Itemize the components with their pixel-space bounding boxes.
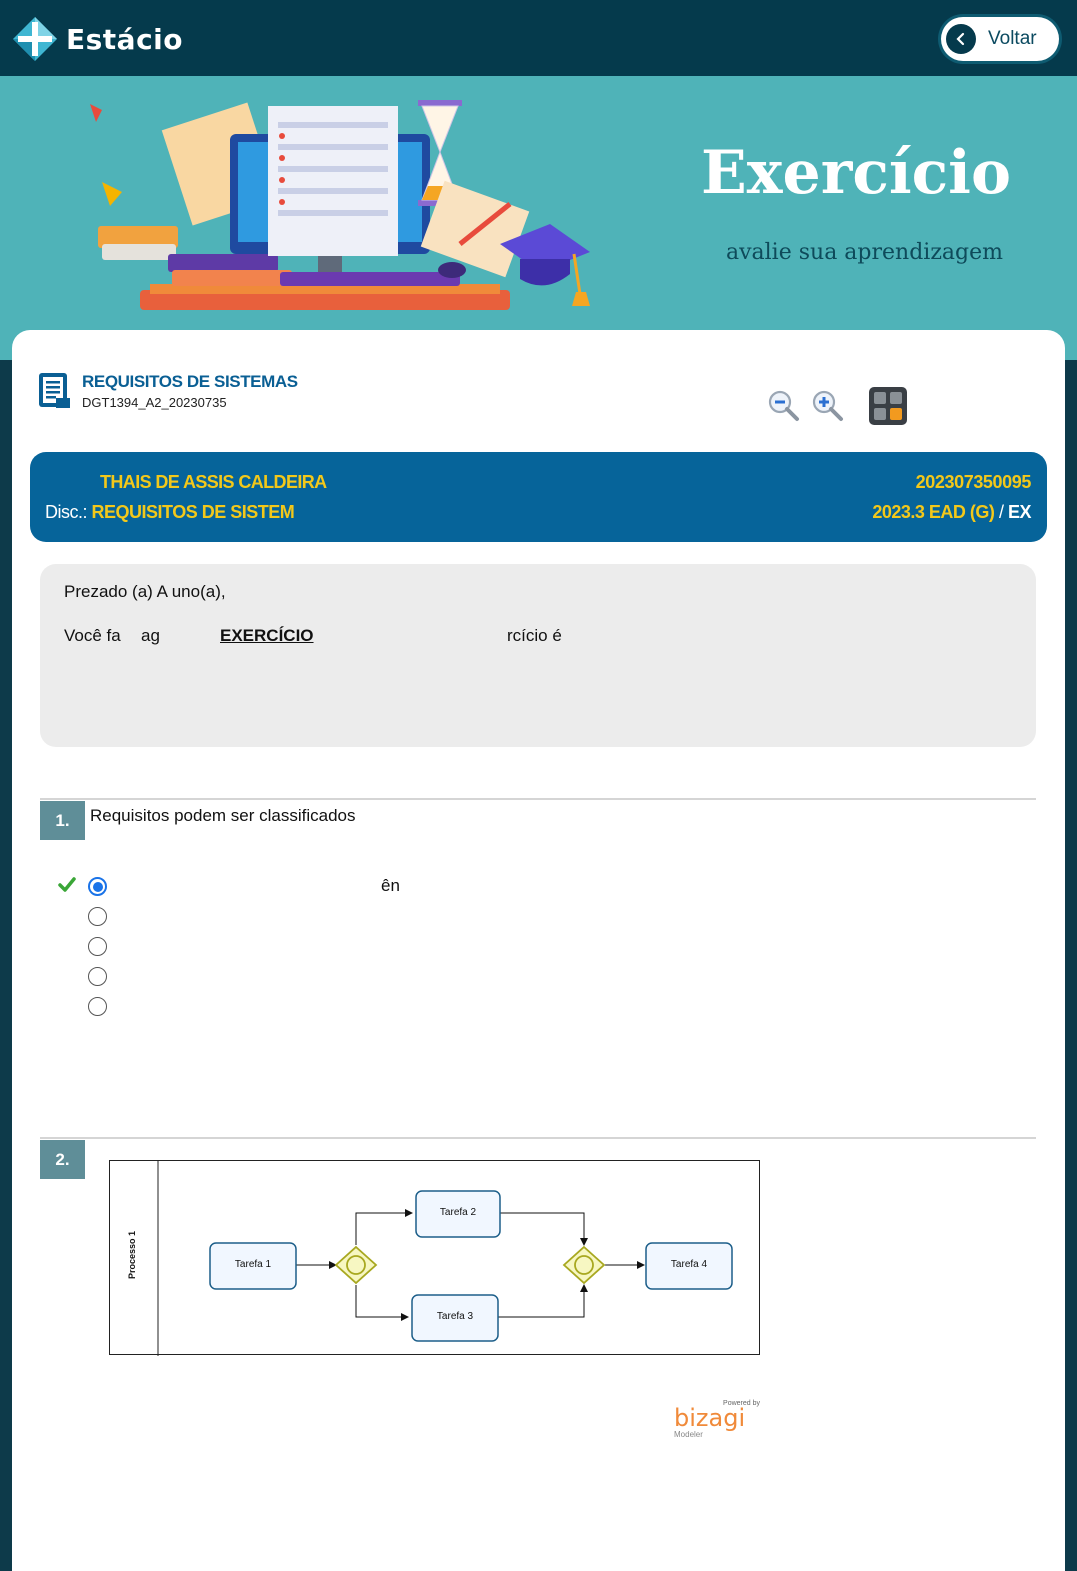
document-icon <box>38 372 72 410</box>
radio-unselected[interactable] <box>88 937 107 956</box>
bizagi-product: Modeler <box>674 1430 703 1439</box>
hero-banner <box>0 76 1077 360</box>
gateway-diamond <box>564 1247 604 1283</box>
radio-selected[interactable] <box>88 877 107 896</box>
question-divider <box>40 1137 1036 1139</box>
back-button-label: Voltar <box>988 28 1037 49</box>
answer-option-a[interactable] <box>88 877 108 897</box>
answer-option-b[interactable] <box>88 907 108 927</box>
answer-option-e[interactable] <box>88 997 108 1017</box>
exercise-type: EX <box>1007 502 1031 522</box>
term-separator: / <box>998 502 1004 522</box>
bpmn-diagram <box>109 1160 760 1355</box>
notice-text-part2: ag <box>141 626 160 645</box>
radio-unselected[interactable] <box>88 967 107 986</box>
banner-title: Exercício <box>701 138 1011 208</box>
question-number: 2. <box>40 1140 85 1179</box>
estacio-logo-icon <box>12 16 58 62</box>
question-divider <box>40 798 1036 800</box>
calculator-icon[interactable] <box>868 386 908 426</box>
study-illustration <box>80 94 620 334</box>
notice-greeting: Prezado (a) A uno(a), <box>64 582 226 601</box>
estacio-logo[interactable] <box>12 16 183 62</box>
answer-option-d[interactable] <box>88 967 108 987</box>
course-header <box>38 372 298 410</box>
exercise-card <box>12 330 1065 1571</box>
discipline-line <box>45 502 294 523</box>
discipline-name: REQUISITOS DE SISTEM <box>91 502 295 522</box>
correct-check-icon <box>58 877 76 893</box>
bizagi-wordmark: bizagi <box>674 1404 746 1432</box>
radio-unselected[interactable] <box>88 907 107 926</box>
question-text: Requisitos podem ser classificados <box>90 806 356 825</box>
top-bar <box>0 0 1077 76</box>
answer-option-c[interactable] <box>88 937 108 957</box>
banner-subtitle: avalie sua aprendizagem <box>725 240 1003 265</box>
notice-box <box>40 564 1036 747</box>
task-label: Tarefa 3 <box>436 1311 474 1322</box>
brand-name: Estácio <box>66 22 184 56</box>
zoom-out-icon[interactable] <box>766 388 800 422</box>
bizagi-logo <box>674 1400 760 1440</box>
student-name: THAIS DE ASSIS CALDEIRA <box>100 472 327 492</box>
task-label: Tarefa 4 <box>670 1259 708 1270</box>
notice-text-part3: rcício é <box>507 626 562 645</box>
task-label: Tarefa 1 <box>234 1259 272 1270</box>
course-title: REQUISITOS DE SISTEMAS <box>82 372 298 391</box>
task-label: Tarefa 2 <box>439 1207 477 1218</box>
radio-unselected[interactable] <box>88 997 107 1016</box>
chevron-left-icon <box>946 24 976 54</box>
discipline-label: Disc.: <box>45 502 87 522</box>
course-code: DGT1394_A2_20230735 <box>82 395 227 410</box>
exercise-link[interactable]: EXERCÍCIO <box>220 626 314 645</box>
answer-option-a-text: ên <box>381 876 400 895</box>
question-number: 1. <box>40 801 85 840</box>
lane-label: Processo 1 <box>127 1230 137 1279</box>
powered-by-text: Powered by <box>723 1400 760 1407</box>
gateway-diamond <box>336 1247 376 1283</box>
back-button[interactable] <box>941 17 1059 61</box>
term-line <box>872 502 1031 523</box>
student-id: 202307350095 <box>915 472 1031 492</box>
zoom-in-icon[interactable] <box>810 388 844 422</box>
student-info-bar <box>30 452 1047 542</box>
term-value: 2023.3 EAD (G) <box>872 502 995 522</box>
notice-text-part1: Você fa <box>64 626 121 645</box>
